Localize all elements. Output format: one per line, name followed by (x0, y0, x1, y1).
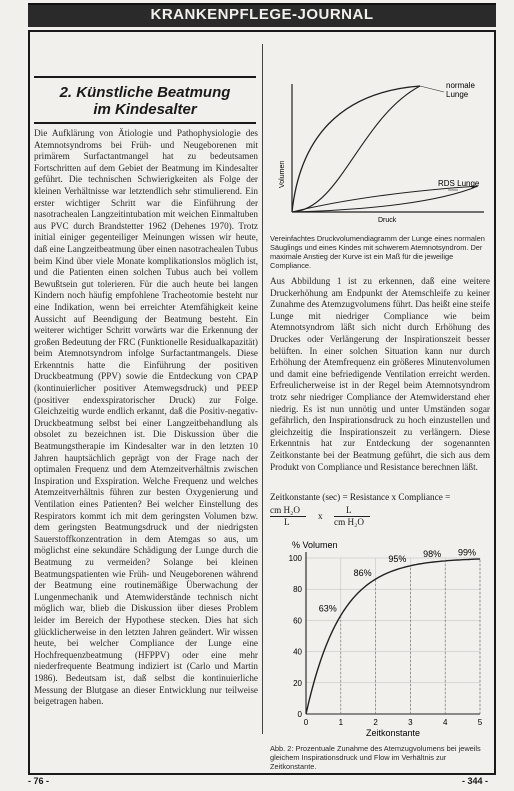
fig2-ytick-label: 20 (293, 678, 302, 688)
fig1-label-normal: normale (446, 81, 475, 90)
fig1-ylabel: Volumen (279, 160, 286, 188)
page-number-right: - 344 - (461, 776, 488, 786)
fig1-label-rds: RDS Lunge (438, 179, 480, 188)
page-number-left: - 76 - (28, 776, 50, 786)
fig2-xtick-label: 4 (442, 718, 448, 727)
formula-den2: cm H₂O (334, 517, 364, 527)
fig2-point-label: 99% (457, 547, 476, 558)
article-title-line1: 2. Künstliche Beatmung (59, 84, 231, 101)
article-title (34, 84, 256, 118)
fig2-xtick-label: 5 (477, 718, 483, 727)
formula-times: x (318, 511, 323, 521)
fig2-ytick-label: 100 (288, 554, 302, 563)
fig2-ylabel: % Volumen (292, 540, 338, 550)
fig2-plot-area (289, 548, 483, 727)
fig2-ytick-label: 0 (297, 710, 302, 719)
fig2-point-label: 98% (423, 549, 442, 560)
fig2-point-label: 63% (318, 603, 337, 614)
left-column-text: Die Aufklärung von Ätiologie und Pathophysiologie des Atemnotsyndroms bei Früh- und Neugeborenen mit primärem Surfactantmangel hat zu bedeutsamen Fortschritten auf dem Gebiet der Beatmung im Kindesalter geführt. Die technischen Schwierigkeiten als Folge der kleinen Verhältnisse war letztendlich sehr stimulierend. Ein erster wichtiger Schritt war die Einführung der nasotrachealen Langzeitintubation mit weichen Einmaltuben aus PVC durch Brandstetter 1962 (Dehenes 1970). Trotz initial einiger gegenteiliger Meinungen wissen wir heute, daß eine Langzeitbeatmung über einen nasotrachealen Tubus beim Kind über viele Monate komplikationslos möglich ist, und die Patienten einen solchen Tubus auch bei vollem Bewußtsein gut tolerieren. Für die auch heute bei langen Kindern noch häufig empfohlene Tracheotomie besteht nur eine Indikation, wenn bei erreichter Atemfähigkeit keine Aussicht auf Beendigung der Beatmung besteht. Ein weiterer wichtiger Schritt vorwärts war die Erkennung der großen Bedeutung der FRC (Funktionelle Residualkapazität) beim Atemnotsyndrom infolge Surfactantmangels. Diese Erkenntnis hatte die Einführung der positiven Druckbeatmung (PPV) sowie die Entdeckung von CPAP (kontinuierlicher positiver Atemwegsdruck) und PEEP (positiver endexspiratorischer Druck) zur Folge. Gleichzeitig wurde endlich erkannt, daß die Positiv-negativ-Druckbeatmung selbst bei einer Langzeitbehandlung als obsolet zu bezeichnen ist. Die Diskussion über die Beatmungstherapie im Kindesalter war in den letzten 10 Jahren hauptsächlich geprägt von der Frage nach der optimalen Frequenz und dem Atemzeitverhältnis zwischen Inspiration und Exspiration. Welche Frequenz und welches Atemzeitverhältnis führen zur besten Oxygenierung und Ventilation eines Patienten? Bei welcher Einstellung des Respirators kommt ich mit dem geringsten Volumen bzw. dem geringsten Beatmungsdruck und der niedrigsten Sauerstoffkonzentration in dem Atemgas so aus, um möglichst eine sekundäre Schädigung der Lunge durch die Beatmung zu vermeiden? Solange bei kleinen Beatmungspatienten wie Früh- und Neugeborenen während der Beatmung eine routinemäßige Überwachung der Lungenmechanik und Atemwiderstände technisch nicht möglich war, blieb die Diskussion über dieses Problem leider im Bereich der Hypothese stecken. Dies hat sich glücklicherweise in den letzten Jahren geändert. Wir wissen heute, bei welcher Compliance der Lunge eine Hochfrequenzbeatmung (HFPPV) oder eine mehr niederfrequente Beatmung indiziert ist (Carlo und Martin 1986). Bedeutsam ist, daß selbst die kontinuierliche Messung der Blutgase an dieser Entwicklung nur teilweise beigetragen haben. (34, 128, 258, 707)
article-title-line2: im Kindesalter (93, 101, 197, 118)
formula-num2: L (346, 505, 352, 515)
fig2-ytick-label: 60 (293, 616, 302, 626)
fig1-xlabel: Druck (378, 217, 397, 224)
column-divider (262, 44, 263, 734)
formula-num1: cm H₂O (270, 505, 300, 515)
fig2-ytick-label: 40 (293, 647, 302, 657)
header-bar (28, 3, 496, 27)
fig2-xtick-label: 0 (303, 718, 309, 727)
fig2-xtick-label: 1 (338, 718, 344, 727)
figure2-caption: Abb. 2: Prozentuale Zunahme des Atemzugvolumens bei jeweils gleichem Inspirationsdruck und Flow im Verhältnis zur Zeitkonstante. (270, 744, 481, 771)
fig2-xtick-label: 3 (408, 718, 413, 727)
fig2-ytick-label: 80 (293, 585, 302, 595)
fig2-xlabel: Zeitkonstante (366, 728, 421, 738)
fig2-point-label: 86% (353, 567, 372, 578)
fig2-series-line (306, 559, 480, 714)
time-constant-chart (270, 534, 490, 740)
fig2-point-label: 95% (388, 553, 407, 564)
figure1-caption: Vereinfachtes Druckvolumendiagramm der Lunge eines normalen Säuglings und eines Kindes mit schwerem Atemnotsyndrom. Der maximale Anstieg der Kurve ist ein Maß für die jeweilige Compliance. (270, 234, 485, 270)
formula-den1: L (284, 517, 290, 527)
formula-line: Zeitkonstante (sec) = Resistance x Compliance = (270, 492, 451, 502)
pressure-volume-diagram (270, 78, 490, 226)
fig1-pointer-normal (420, 86, 444, 92)
right-column-text: Aus Abbildung 1 ist zu erkennen, daß eine weitere Druckerhöhung am Endpunkt der Atemschleife zu keiner Zunahme des Atemzugvolumens führt. Das heißt eine steife Lunge mit niedriger Compliance wie beim Atemnotsyndrom läßt sich nicht durch Erhöhung des Druckes oder Verlängerung der Inspirationszeit besser belüften. In einer solchen Situation kann nur durch Erhöhung der Atemfrequenz ein größeres Minutenvolumen und damit eine befriedigende Ventilation erreicht werden. Erfreulicherweise ist in der Regel beim Atemnotsyndrom trotz sehr niedriger Compliance der Atemwiderstand eher niedrig. Es ist nun unnötig und unter Umständen sogar gefährlich, den Inspirationsdruck zu hoch einzustellen und gleichzeitig die Inspirationszeit zu verlängern. Diese Erkenntnis hat zur Entdeckung der sogenannten Zeitkonstante bei der Beatmung geführt, die sich aus dem Produkt von Compliance und Resistance berechnen läßt. (270, 276, 490, 472)
fig1-label-normal2: Lunge (446, 90, 469, 99)
fig2-xtick-label: 2 (373, 718, 378, 727)
journal-title: KRANKENPFLEGE-JOURNAL (150, 6, 374, 23)
